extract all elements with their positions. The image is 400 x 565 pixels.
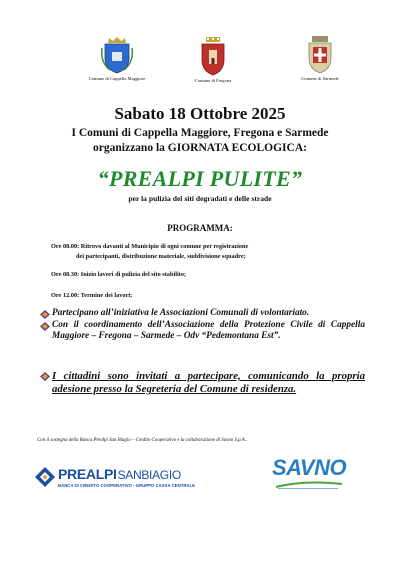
savno-swoosh-icon: [274, 480, 344, 490]
diamond-bullet-icon: [40, 310, 50, 319]
crest-label: Comune di Sarmede: [301, 76, 339, 81]
crest-label: Comune di Fregona: [194, 78, 232, 83]
bullet-text: Con il coordinamento dell’Associazione della Protezione Civile di Cappella Maggiore – Fregona – Sarmede – Odv “Pedemontana Est”.: [52, 320, 365, 341]
prealpi-sanbiagio-logo: [35, 466, 215, 506]
schedule-line: Ore 08.30: Inizio lavori di pulizia del sito stabilito;: [51, 271, 187, 278]
crest-cappella-maggiore: [72, 36, 162, 81]
prealpi-name: PREALPI: [58, 466, 117, 482]
prealpi-subline: BANCA DI CREDITO COOPERATIVO - GRUPPO CASSA CENTRALE: [58, 483, 196, 488]
crest-red-cross-icon: [303, 36, 337, 74]
schedule-line: Ore 08.00: Ritrovo davanti al Municipio di ogni comune per registrazione: [51, 243, 249, 250]
sponsor-note: Con il sostegno della Banca Prealpi San Biagio – Credito Cooperativo e la collaborazione di Savno S.p.A..: [37, 438, 248, 443]
program-heading: PROGRAMMA:: [167, 223, 233, 233]
bullet-text: Partecipano all’iniziativa le Associazioni Comunali di volontariato.: [52, 308, 310, 318]
prealpi-diamond-icon: [35, 467, 55, 487]
sanbiagio-name: SANBIAGIO: [117, 468, 181, 482]
crest-label: Comune di Cappella Maggiore: [88, 76, 146, 81]
crest-red-tower-icon: [198, 36, 228, 76]
event-announcement-line: organizzano la GIORNATA ECOLOGICA:: [93, 142, 307, 154]
bullet-text-call-to-action: I cittadini sono invitati a partecipare, comunicando la propria adesione presso la Segreteria del Comune di residenza.: [52, 370, 365, 395]
diamond-bullet-icon: [40, 372, 50, 381]
schedule-line: Ore 12.00: Termine dei lavori;: [51, 292, 133, 299]
savno-wordmark: SAVNO: [272, 455, 347, 480]
event-date-title: Sabato 18 Ottobre 2025: [114, 104, 286, 123]
savno-logo: [272, 455, 347, 500]
diamond-bullet-icon: [40, 322, 50, 331]
crest-blue-shield-icon: [100, 36, 134, 74]
crest-sarmede: [275, 36, 365, 81]
organizers-line: I Comuni di Cappella Maggiore, Fregona e Sarmede: [71, 127, 329, 139]
event-headline: “PREALPI PULITE”: [97, 166, 303, 191]
bullet-list: [40, 308, 365, 418]
event-tagline: per la pulizia dei siti degradati e delle strade: [128, 194, 272, 203]
schedule-line: dei partecipanti, distribuzione materiale, suddivisione squadre;: [76, 253, 246, 260]
crest-fregona: [168, 36, 258, 83]
